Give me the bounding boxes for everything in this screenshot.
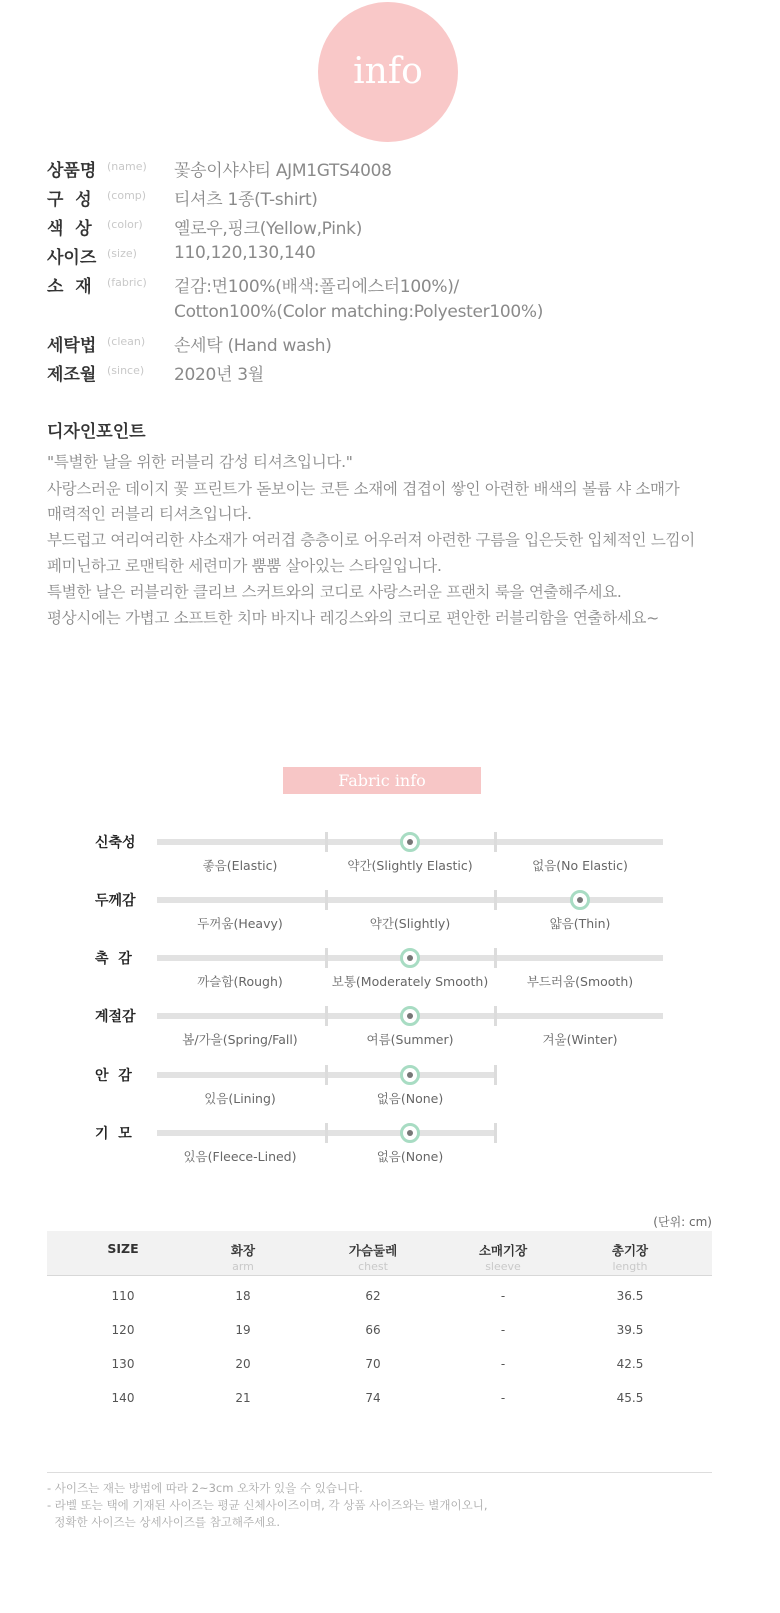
fabric-option-label: 부드러움(Smooth) [526, 974, 634, 989]
design-line: 매력적인 러블리 티셔츠입니다. [47, 505, 252, 523]
fabric-row-label: 신축성 [95, 835, 136, 851]
fabric-scale-tick [494, 1065, 497, 1085]
fabric-row-label: 안 감 [95, 1068, 132, 1084]
info-sub: (clean) [107, 335, 146, 348]
table-cell: 21 [235, 1391, 251, 1405]
fabric-selected-marker [400, 832, 420, 852]
table-cell: 70 [365, 1357, 381, 1371]
fabric-selected-marker [400, 1006, 420, 1026]
fabric-selected-marker [400, 1065, 420, 1085]
fabric-selected-marker [400, 1123, 420, 1143]
info-label: 구 성 [47, 190, 92, 210]
fabric-scale-tick [325, 1123, 328, 1143]
th-sleeve [453, 1241, 553, 1273]
fabric-row-label: 촉 감 [95, 951, 132, 967]
note-line: - 라벨 또는 택에 기재된 사이즈는 평균 신체사이즈이며, 각 상품 사이즈와는 별개이오니, [47, 1498, 488, 1512]
table-cell: 74 [365, 1391, 381, 1405]
size-table-header [47, 1231, 712, 1276]
fabric-option-label: 겨울(Winter) [542, 1032, 618, 1047]
fabric-option-label: 봄/가을(Spring/Fall) [182, 1032, 298, 1047]
fabric-option-label: 약간(Slightly) [369, 916, 451, 931]
table-row [47, 1323, 712, 1343]
th-label: 소매기장 [478, 1243, 528, 1258]
table-cell: 110 [111, 1289, 135, 1303]
table-cell: 45.5 [616, 1391, 644, 1405]
fabric-row-label: 기 모 [95, 1126, 132, 1142]
th-label: SIZE [107, 1241, 139, 1256]
th-sub: arm [232, 1260, 254, 1273]
fabric-option-label: 얇음(Thin) [549, 916, 611, 931]
table-cell: 130 [111, 1357, 135, 1371]
fabric-scale-tick [494, 1123, 497, 1143]
th-label: 총기장 [611, 1243, 649, 1258]
design-line: 부드럽고 여리여리한 샤소재가 여러겹 층층이로 어우러져 아련한 구름을 입은듯한 입체적인 느낌이 [47, 531, 695, 549]
table-cell: 20 [235, 1357, 251, 1371]
table-cell: - [500, 1357, 506, 1371]
design-line: 사랑스러운 데이지 꽃 프린트가 돋보이는 코튼 소재에 겹겹이 쌓인 아련한 배색의 볼륨 샤 소매가 [47, 480, 680, 498]
fabric-option-label: 까슬함(Rough) [197, 974, 283, 989]
info-sub: (color) [107, 218, 143, 231]
fabric-scale-tick [494, 948, 497, 968]
fabric-scale-tick [494, 1006, 497, 1026]
info-value: 110,120,130,140 [174, 243, 316, 263]
table-cell: 140 [111, 1391, 135, 1405]
th-arm [193, 1241, 293, 1273]
info-label: 소 재 [47, 277, 92, 297]
info-value: 손세탁 (Hand wash) [174, 336, 332, 356]
th-chest [323, 1241, 423, 1273]
fabric-option-label: 없음(None) [376, 1149, 444, 1164]
info-badge: info [318, 2, 458, 142]
th-length [580, 1241, 680, 1273]
fabric-option-label: 있음(Lining) [204, 1091, 276, 1106]
info-sub: (fabric) [107, 276, 147, 289]
th-sub: sleeve [485, 1260, 521, 1273]
table-cell: 120 [111, 1323, 135, 1337]
table-cell: - [500, 1289, 506, 1303]
table-cell: 42.5 [616, 1357, 644, 1371]
table-cell: 18 [235, 1289, 251, 1303]
fabric-option-label: 있음(Fleece-Lined) [183, 1149, 297, 1164]
info-label: 사이즈 [47, 248, 97, 268]
fabric-scale-tick [325, 832, 328, 852]
info-value: 2020년 3월 [174, 365, 264, 385]
unit-label: (단위: cm) [653, 1215, 712, 1229]
th-size [73, 1241, 173, 1256]
design-point-title: 디자인포인트 [47, 422, 146, 442]
info-sub: (since) [107, 364, 145, 377]
table-cell: 39.5 [616, 1323, 644, 1337]
fabric-option-label: 없음(None) [376, 1091, 444, 1106]
design-line: 평상시에는 가볍고 소프트한 치마 바지나 레깅스와의 코디로 편안한 러블리함을 연출하세요~ [47, 609, 659, 627]
design-line: 특별한 날은 러블리한 클리브 스커트와의 코디로 사랑스러운 프랜치 룩을 연출해주세요. [47, 583, 622, 601]
info-label: 제조월 [47, 365, 97, 385]
fabric-scale-tick [325, 1006, 328, 1026]
note-line: - 사이즈는 재는 방법에 따라 2~3cm 오차가 있을 수 있습니다. [47, 1481, 363, 1495]
info-value: 꽃송이샤샤티 AJM1GTS4008 [174, 161, 392, 181]
fabric-option-label: 두꺼움(Heavy) [197, 916, 283, 931]
th-label: 화장 [230, 1243, 256, 1258]
fabric-scale-tick [494, 890, 497, 910]
fabric-option-label: 여름(Summer) [366, 1032, 454, 1047]
notes-divider [47, 1472, 712, 1473]
fabric-row-label: 계절감 [95, 1009, 136, 1025]
table-cell: 36.5 [616, 1289, 644, 1303]
design-line: 페미닌하고 로맨틱한 세련미가 뿜뿜 살아있는 스타일입니다. [47, 557, 442, 575]
th-sub: chest [358, 1260, 388, 1273]
fabric-option-label: 좋음(Elastic) [202, 858, 278, 873]
fabric-row-label: 두께감 [95, 893, 136, 909]
fabric-info-badge: Fabric info [283, 767, 481, 794]
table-cell: 66 [365, 1323, 381, 1337]
th-sub: length [612, 1260, 648, 1273]
info-label: 세탁법 [47, 336, 97, 356]
fabric-scale-tick [325, 948, 328, 968]
info-sub: (comp) [107, 189, 147, 202]
table-cell: - [500, 1391, 506, 1405]
fabric-option-label: 약간(Slightly Elastic) [347, 858, 473, 873]
info-label: 상품명 [47, 161, 97, 181]
fabric-option-label: 보통(Moderately Smooth) [331, 974, 489, 989]
info-sub: (name) [107, 160, 147, 173]
fabric-option-label: 없음(No Elastic) [532, 858, 628, 873]
fabric-scale-tick [325, 1065, 328, 1085]
fabric-selected-marker [400, 948, 420, 968]
info-value: 옐로우,핑크(Yellow,Pink) [174, 219, 363, 239]
table-cell: 19 [235, 1323, 251, 1337]
table-row [47, 1391, 712, 1411]
table-row [47, 1289, 712, 1309]
table-cell: - [500, 1323, 506, 1337]
info-value-2: Cotton100%(Color matching:Polyester100%) [174, 302, 544, 322]
th-label: 가슴둘레 [348, 1243, 398, 1258]
info-sub: (size) [107, 247, 137, 260]
fabric-selected-marker [570, 890, 590, 910]
note-line: 정확한 사이즈는 상세사이즈를 참고해주세요. [47, 1515, 281, 1529]
table-cell: 62 [365, 1289, 381, 1303]
design-line: "특별한 날을 위한 러블리 감성 티셔츠입니다." [47, 453, 353, 471]
fabric-scale-tick [325, 890, 328, 910]
table-row [47, 1357, 712, 1377]
info-value: 겉감:면100%(배색:폴리에스터100%)/ [174, 277, 459, 297]
info-label: 색 상 [47, 219, 92, 239]
fabric-scale-tick [494, 832, 497, 852]
info-value: 티셔츠 1종(T-shirt) [174, 190, 318, 210]
